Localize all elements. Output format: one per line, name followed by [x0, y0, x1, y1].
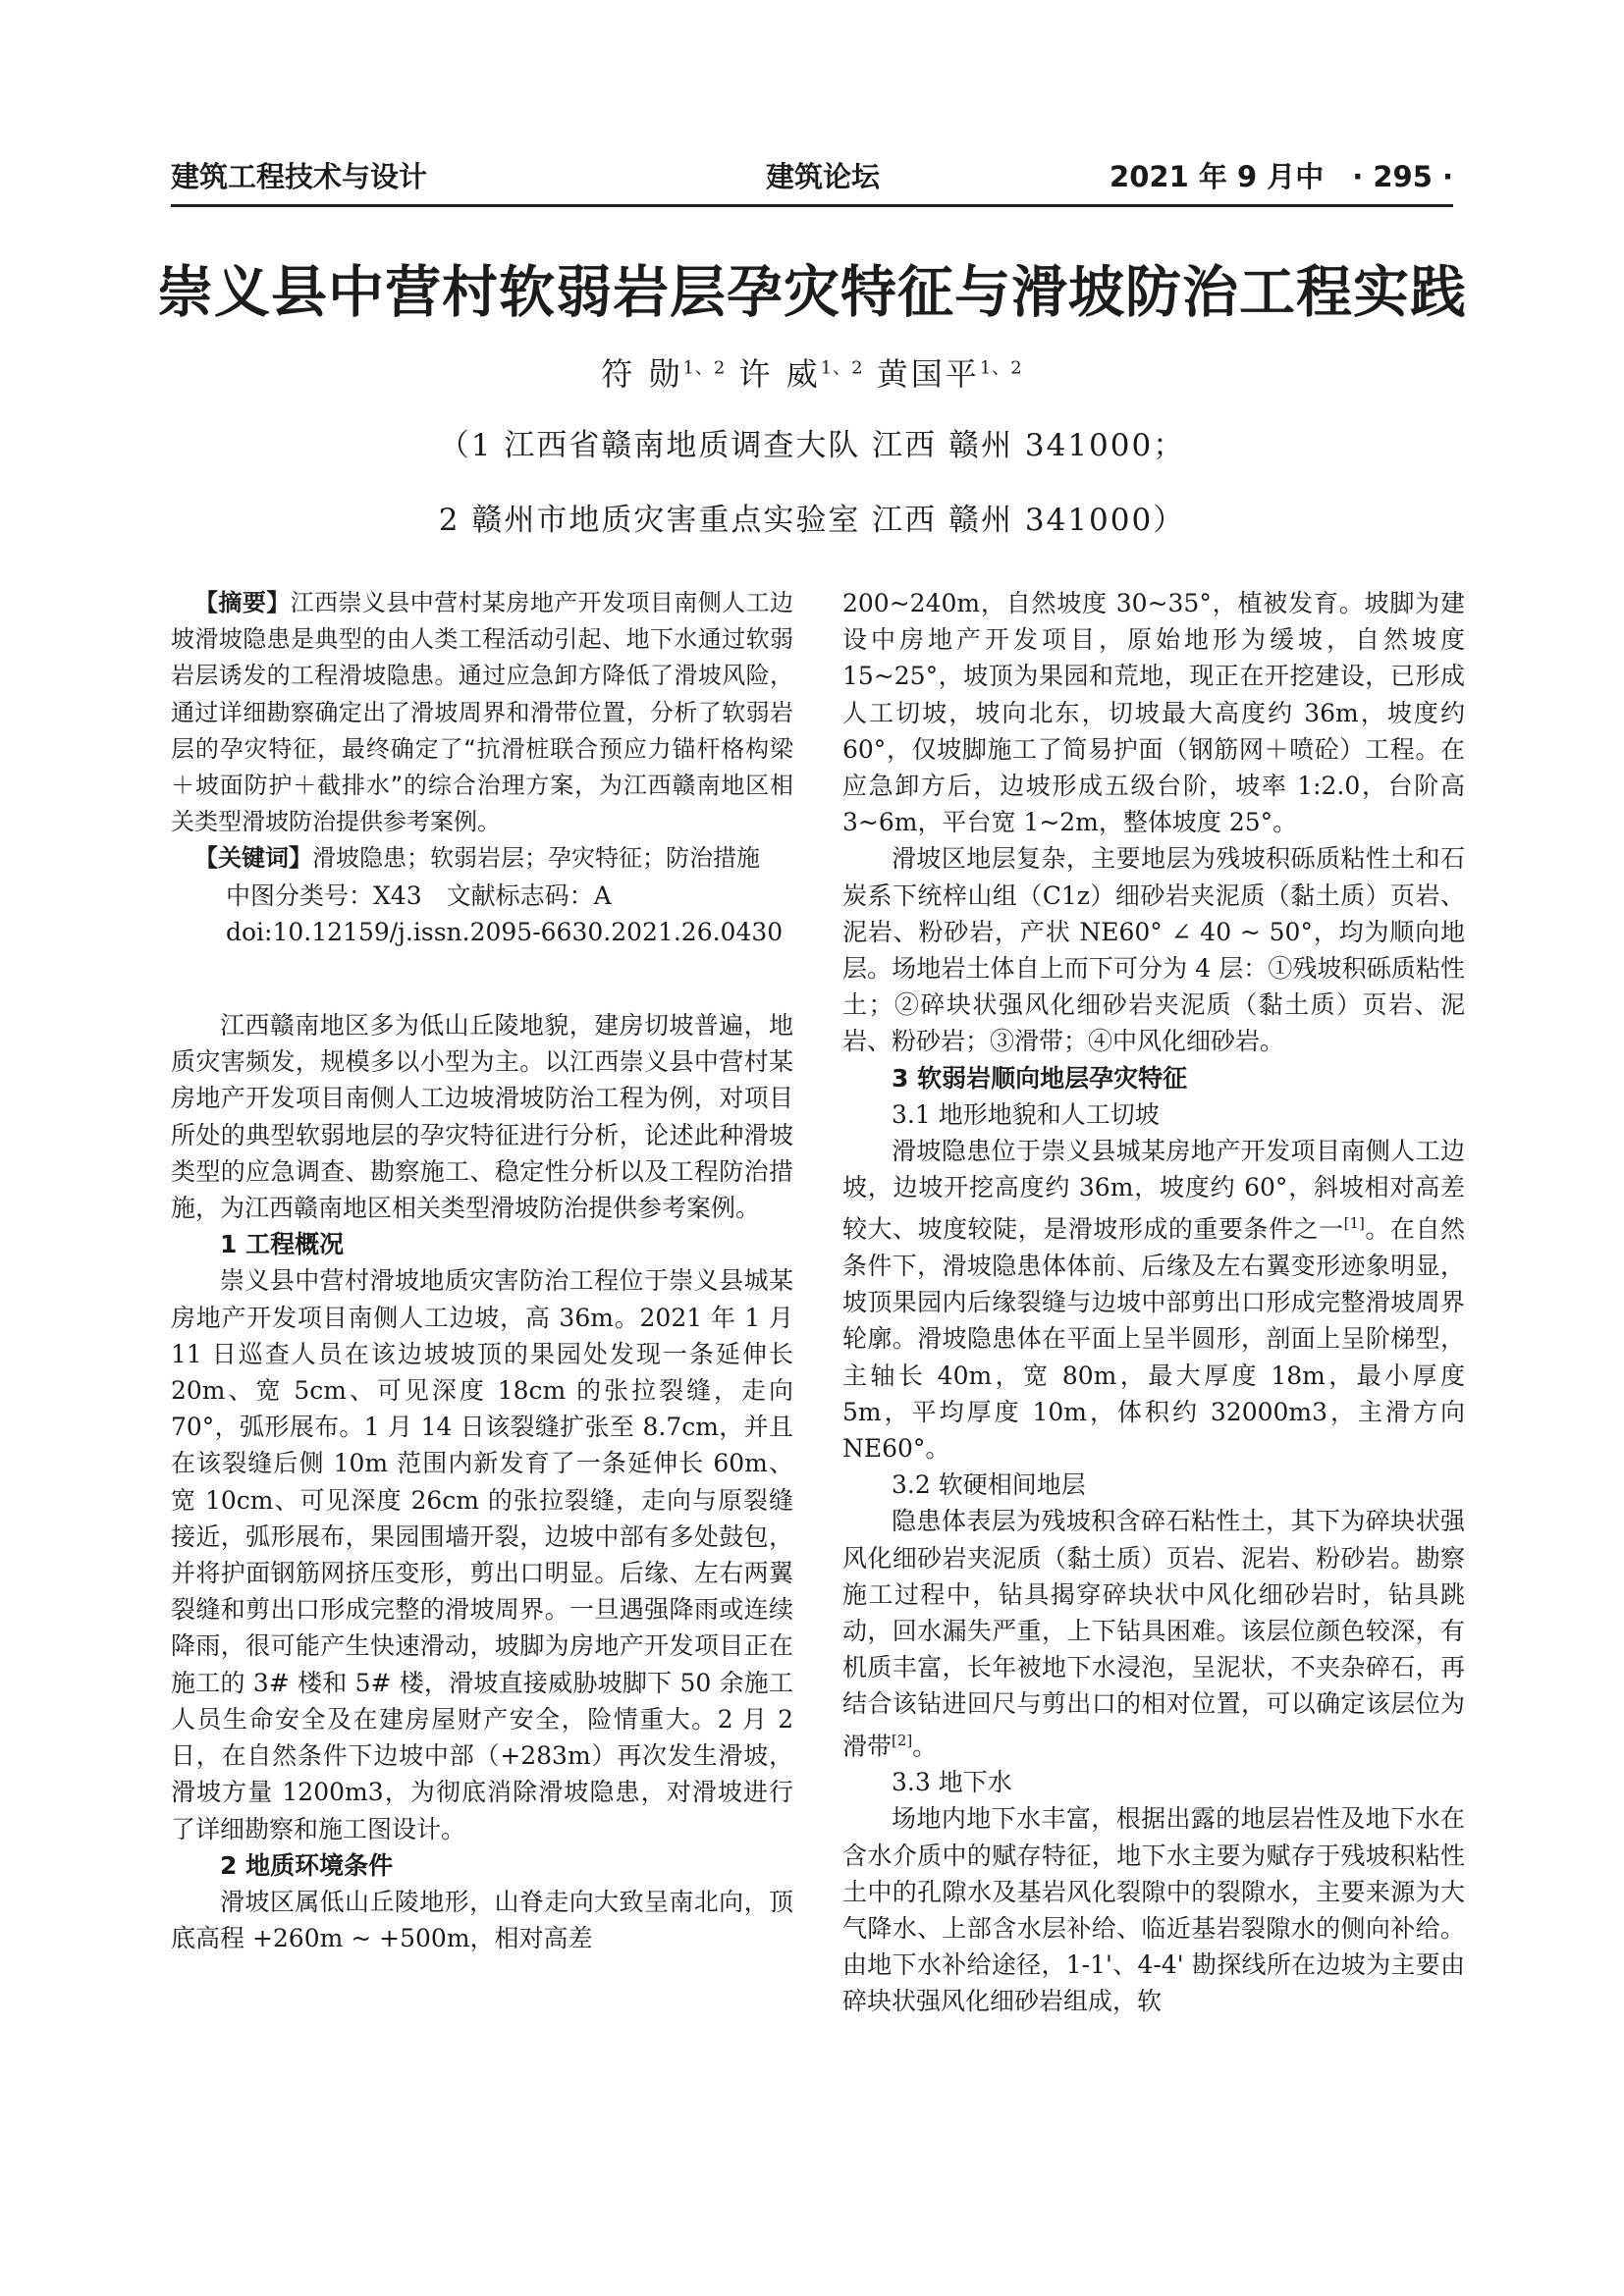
classification-code: 中图分类号：X43 文献标志码：A [226, 881, 612, 910]
paragraph-text: 。 [912, 1731, 938, 1760]
header-rule [171, 204, 1453, 207]
section-paragraph [842, 1503, 1465, 1764]
author-name: 符 勋 [601, 355, 683, 393]
citation-mark: [2] [892, 1731, 913, 1749]
intro-paragraph: 江西赣南地区多为低山丘陵地貌，建房切坡普遍，地质灾害频发，规模多以小型为主。以江西崇义县中营村某房地产开发项目南侧人工边坡滑坡防治工程为例，对项目所处的典型软弱地层的孕灾特征进行分析，论述此种滑坡类型的应急调查、勘察施工、稳定性分析以及工程防治措施，为江西赣南地区相关类型滑坡防治提供参考案例。 [171, 1011, 793, 1223]
issue-page: 2021 年 9 月中 · 295 · [1110, 160, 1453, 193]
abstract-block [171, 585, 793, 878]
abstract-label: 【摘要】 [194, 589, 291, 616]
subsection-heading: 3.2 软硬相间地层 [892, 1470, 1086, 1500]
section-paragraph: 场地内地下水丰富，根据出露的地层岩性及地下水在含水介质中的赋存特征，地下水主要为赋存于残坡积粘性土中的孔隙水及基岩风化裂隙中的裂隙水，主要来源为大气降水、上部含水层补给、临近基岩裂隙水的侧向补给。由地下水补给途径，1-1'、4-4' 勘探线所在边坡为主要由碎块状强风化细砂岩组成，软 [842, 1804, 1465, 2016]
paper-title: 崇义县中营村软弱岩层孕灾特征与滑坡防治工程实践 [157, 259, 1467, 325]
author-affiliation-mark: 1、2 [979, 357, 1023, 379]
keywords-label: 【关键词】 [194, 844, 312, 873]
running-head [171, 155, 1453, 194]
paragraph-text: 滑坡隐患位于崇义县城某房地产开发项目南侧人工边坡，边坡开挖高度约 36m，坡度约 60°，斜坡相对高差较大、坡度较陡，是滑坡形成的重要条件之一 [842, 1137, 1465, 1244]
author-name: 黄国平 [876, 355, 980, 393]
section-paragraph: 崇义县中营村滑坡地质灾害防治工程位于崇义县城某房地产开发项目南侧人工边坡，高 36m。2021 年 1 月 11 日巡查人员在该边坡坡顶的果园处发现一条延伸长 20m、宽 5cm、可见深度 18cm 的张拉裂缝，走向 70°，弧形展布。1 月 14 日该裂缝扩张至 8.7cm，并且在该裂缝后侧 10m 范围内新发育了一条延伸长 60m、宽 10cm、可见深度 26cm 的张拉裂缝，走向与原裂缝接近，弧形展布，果园围墙开裂，边坡中部有多处鼓包，并将护面钢筋网挤压变形，剪出口明显。后缘、左右两翼裂缝和剪出口形成完整的滑坡周界。一旦遇强降雨或连续降雨，很可能产生快速滑动，坡脚为房地产开发项目正在施工的 3# 楼和 5# 楼，滑坡直接威胁坡脚下 50 余施工人员生命安全及在建房屋财产安全，险情重大。2 月 2 日，在自然条件下边坡中部（+283m）再次发生滑坡，滑坡方量 1200m3，为彻底消除滑坡隐患，对滑坡进行了详细勘察和施工图设计。 [171, 1266, 793, 1843]
column-name: 建筑论坛 [766, 160, 881, 193]
section-heading: 2 地质环境条件 [220, 1850, 394, 1880]
doi: doi:10.12159/j.issn.2095-6630.2021.26.0430 [226, 917, 784, 946]
author-affiliation-mark: 1、2 [682, 357, 727, 379]
keywords-text: 滑坡隐患；软弱岩层；孕灾特征；防治措施 [312, 844, 760, 873]
citation-mark: [1] [1343, 1214, 1365, 1233]
subsection-heading: 3.1 地形地貌和人工切坡 [892, 1099, 1160, 1129]
journal-name: 建筑工程技术与设计 [171, 160, 428, 193]
spacer [171, 950, 793, 1007]
section-paragraph [842, 1133, 1465, 1467]
right-column [842, 585, 1465, 2020]
affiliation-2: 2 赣州市地质灾害重点实验室 江西 赣州 341000） [438, 503, 1186, 538]
section-paragraph: 200~240m，自然坡度 30~35°，植被发育。坡脚为建设中房地产开发项目，原始地形为缓坡，自然坡度 15~25°，坡顶为果园和荒地，现正在开挖建设，已形成人工切坡，坡向北东，切坡最大高度约 36m，坡度约 60°，仅坡脚施工了简易护面（钢筋网＋喷砼）工程。在应急卸方后，边坡形成五级台阶，坡率 1:2.0，台阶高 3~6m，平台宽 1~2m，整体坡度 25°。 [842, 589, 1465, 837]
abstract-text: 江西崇义县中营村某房地产开发项目南侧人工边坡滑坡隐患是典型的由人类工程活动引起、地下水通过软弱岩层诱发的工程滑坡隐患。通过应急卸方降低了滑坡风险，通过详细勘察确定出了滑坡周界和滑带位置，分析了软弱岩层的孕灾特征，最终确定了“抗滑桩联合预应力锚杆格构梁＋坡面防护＋截排水”的综合治理方案，为江西赣南地区相关类型滑坡防治提供参考案例。 [171, 589, 794, 836]
paragraph-text: 。在自然条件下，滑坡隐患体体前、后缘及左右翼变形迹象明显，坡顶果园内后缘裂缝与边坡中部剪出口形成完整滑坡周界轮廓。滑坡隐患体在平面上呈半圆形，剖面上呈阶梯型，主轴长 40m，宽 80m，最大厚度 18m，最小厚度 5m，平均厚度 10m，体积约 32000m3，主滑方向 NE60°。 [842, 1214, 1465, 1463]
section-paragraph: 滑坡区属低山丘陵地形，山脊走向大致呈南北向，顶底高程 +260m ~ +500m，相对高差 [171, 1887, 793, 1953]
section-paragraph: 滑坡区地层复杂，主要地层为残坡积砾质粘性土和石炭系下统梓山组（C1z）细砂岩夹泥质（黏土质）页岩、泥岩、粉砂岩，产状 NE60° ∠ 40 ~ 50°，均为顺向地层。场地岩土体自上而下可分为 4 层：①残坡积砾质粘性土；②碎块状强风化细砂岩夹泥质（黏土质）页岩、泥岩、粉砂岩；③滑带；④中风化细砂岩。 [842, 844, 1465, 1056]
subsection-heading: 3.3 地下水 [892, 1768, 1012, 1797]
author-affiliation-mark: 1、2 [820, 357, 864, 379]
affiliation-1: （1 江西省赣南地质调查大队 江西 赣州 341000； [438, 428, 1186, 463]
section-heading: 3 软弱岩顺向地层孕灾特征 [892, 1063, 1188, 1093]
paragraph-text: 隐患体表层为残坡积含碎石粘性土，其下为碎块状强风化细砂岩夹泥质（黏土质）页岩、泥岩、粉砂岩。勘察施工过程中，钻具揭穿碎块状中风化细砂岩时，钻具跳动，回水漏失严重，上下钻具困难。该层位颜色较深，有机质丰富，长年被地下水浸泡，呈泥状，不夹杂碎石，再结合该钻进回尺与剪出口的相对位置，可以确定该层位为滑带 [842, 1507, 1465, 1760]
author-name: 许 威 [738, 355, 821, 393]
left-column [171, 585, 793, 1956]
section-heading: 1 工程概况 [220, 1230, 345, 1259]
author-line [0, 349, 1624, 395]
